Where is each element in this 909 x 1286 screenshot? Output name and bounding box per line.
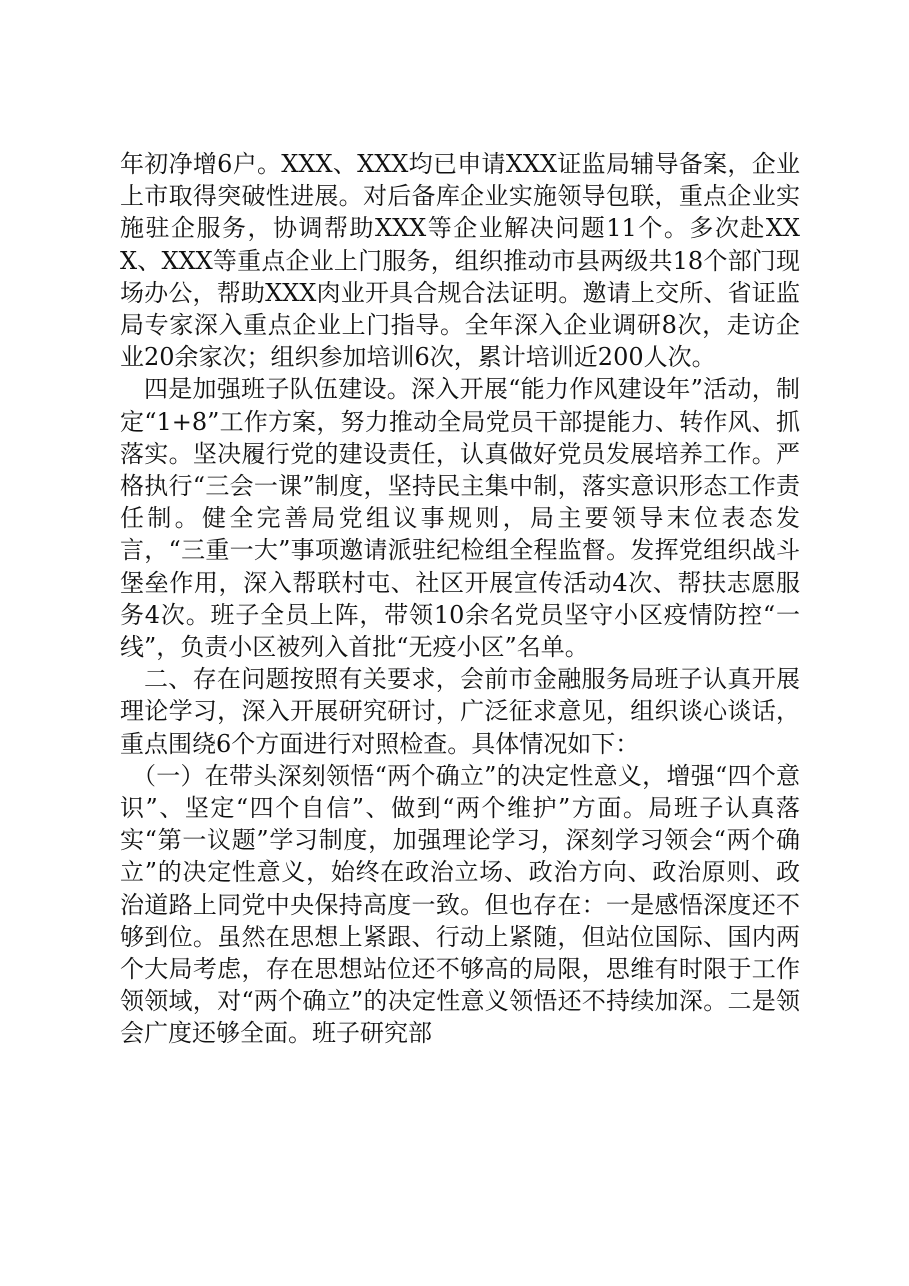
document-body (120, 148, 800, 1050)
paragraph-section-one: （一）在带头深刻领悟“两个确立”的决定性意义，增强“四个意识”、坚定“四个自信”、做到“两个维护”方面。局班子认真落实“第一议题”学习制度，加强理论学习，深刻学习领会“两个确立”的决定性意义，始终在政治立场、政治方向、政治原则、政治道路上同党中央保持高度一致。但也存在：一是感悟深度还不够到位。虽然在思想上紧跟、行动上紧随，但站位国际、国内两个大局考虑，存在思想站位还不够高的局限，思维有时限于工作领领域，对“两个确立”的决定性意义领悟还不持续加深。二是领会广度还够全面。班子研究部 (120, 761, 800, 1048)
paragraph-existing-problems: 二、存在问题按照有关要求，会前市金融服务局班子认真开展理论学习，深入开展研究研讨，广泛征求意见，组织谈心谈话，重点围绕6个方面进行对照检查。具体情况如下： (120, 665, 800, 758)
paragraph-team-building: 四是加强班子队伍建设。深入开展“能力作风建设年”活动，制定“1+8”工作方案，努力推动全局党员干部提能力、转作风、抓落实。坚决履行党的建设责任，认真做好党员发展培养工作。严格执行“三会一课”制度，坚持民主集中制，落实意识形态工作责任制。健全完善局党组议事规则，局主要领导末位表态发言，“三重一大”事项邀请派驻纪检组全程监督。发挥党组织战斗堡垒作用，深入帮联村屯、社区开展宣传活动4次、帮扶志愿服务4次。班子全员上阵，带领10余名党员坚守小区疫情防控“一线”，负责小区被列入首批“无疫小区”名单。 (120, 375, 800, 662)
paragraph-enterprise-listing: 年初净增6户。XXX、XXX均已申请XXX证监局辅导备案，企业上市取得突破性进展。对后备库企业实施领导包联，重点企业实施驻企服务，协调帮助XXX等企业解决问题11个。多次赴XXX、XXX等重点企业上门服务，组织推动市县两级共18个部门现场办公，帮助XXX肉业开具合规合法证明。邀请上交所、省证监局专家深入重点企业上门指导。全年深入企业调研8次，走访企业20余家次；组织参加培训6次，累计培训近200人次。 (120, 150, 800, 372)
